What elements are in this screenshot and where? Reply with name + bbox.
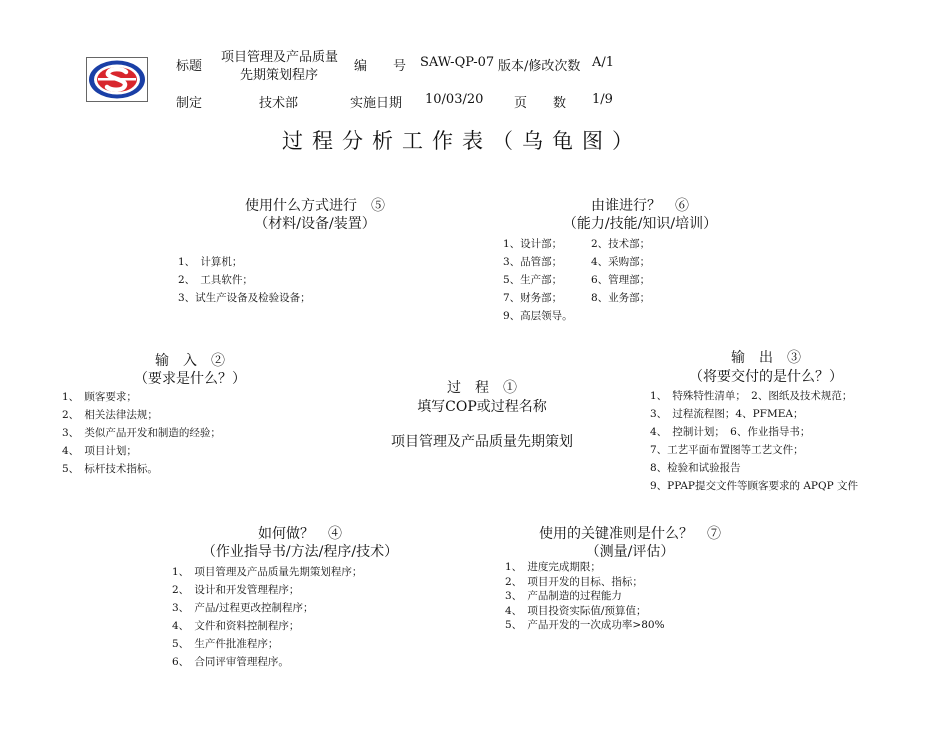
list-item: 3、 产品/过程更改控制程序； [172,602,314,614]
how-heading: 如何做？ ④ [258,526,342,542]
means-subheading: （材料/设备/装置） [254,216,376,232]
who-item: 3、品管部； [503,256,563,268]
output-heading: 输 出 ③ [731,350,801,366]
list-item: 9、PPAP提交文件等顾客要求的 APQP 文件 [650,480,858,492]
number-value: SAW-QP-07 [420,55,495,70]
list-item: 2、 设计和开发管理程序； [172,584,300,596]
list-item: 4、 文件和资料控制程序； [172,620,300,632]
means-list [178,253,311,307]
means-heading: 使用什么方式进行 ⑤ [245,198,385,214]
page-value: 1/9 [592,92,613,107]
list-item: 3、 产品制造的过程能力 [505,590,622,602]
criteria-list [505,560,665,633]
criteria-subheading: （测量/评估） [585,544,675,560]
list-item: 4、 项目计划； [62,445,137,457]
date-value: 10/03/20 [425,92,484,107]
date-label: 实施日期 [350,96,403,111]
list-item: 1、 顾客要求； [62,391,137,403]
who-subheading: （能力/技能/知识/培训） [562,216,718,232]
who-item: 6、管理部； [591,274,651,286]
output-subheading: （将要交付的是什么？） [689,369,843,385]
process-subheading: 填写COP或过程名称 [417,399,547,415]
list-item [503,289,650,307]
output-list [650,387,858,495]
how-subheading: （作业指导书/方法/程序/技术） [201,544,399,560]
number-label: 编 号 [354,59,407,74]
title-value-line2: 先期策划程序 [239,68,318,83]
who-item: 5、生产部； [503,274,563,286]
process-heading: 过 程 ① [447,380,517,396]
process-name: 项目管理及产品质量先期策划 [391,434,573,450]
how-list [172,563,362,671]
list-item: 2、 相关法律法规； [62,409,158,421]
list-item: 4、 控制计划； 6、作业指导书； [650,426,811,438]
title-label: 标题 [176,59,203,74]
title-value-line1: 项目管理及产品质量 [221,50,339,65]
input-list [62,388,221,478]
list-item: 4、 项目投资实际值/预算值； [505,604,647,617]
made-label: 制定 [176,96,203,111]
list-item: 5、 生产件批准程序； [172,638,279,650]
page-label: 页 数 [514,96,567,111]
who-item: 4、采购部； [591,256,651,268]
list-item: 7、工艺平面布置图等工艺文件； [650,444,804,456]
list-item [503,271,650,289]
document-title: 过程分析工作表（乌龟图） [282,129,642,153]
who-item: 2、技术部； [591,238,651,250]
list-item: 2、 项目开发的目标、指标； [505,575,643,588]
who-item: 9、高层领导。 [503,310,573,322]
version-value: A/1 [592,55,615,70]
list-item: 2、 工具软件； [178,274,253,286]
list-item: 1、 计算机； [178,256,243,268]
list-item: 5、 标杆技术指标。 [62,463,158,475]
who-list [503,235,650,325]
who-item: 8、业务部； [591,292,651,304]
list-item [503,235,650,253]
who-item: 1、设计部； [503,238,563,250]
list-item: 1、 特殊特性清单； 2、图纸及技术规范； [650,390,853,402]
list-item: 1、 项目管理及产品质量先期策划程序； [172,566,363,578]
list-item: 5、 产品开发的一次成功率>80% [505,619,665,631]
company-logo [86,57,148,102]
list-item: 3、试生产设备及检验设备； [178,292,311,304]
list-item [503,253,650,271]
list-item: 3、 类似产品开发和制造的经验； [62,427,221,439]
list-item: 3、 过程流程图；4、PFMEA； [650,408,804,420]
who-item: 7、财务部； [503,292,563,304]
criteria-heading: 使用的关键准则是什么？ ⑦ [539,526,721,542]
list-item: 1、 进度完成期限； [505,561,601,573]
who-heading: 由谁进行？ ⑥ [591,198,689,214]
list-item [503,307,650,325]
input-heading: 输 入 ② [155,353,225,369]
list-item: 6、 合同评审管理程序。 [172,656,289,668]
version-label: 版本/修改次数 [498,59,581,74]
list-item: 8、检验和试验报告 [650,462,741,474]
made-value: 技术部 [259,96,299,111]
input-subheading: （要求是什么？） [134,371,246,387]
